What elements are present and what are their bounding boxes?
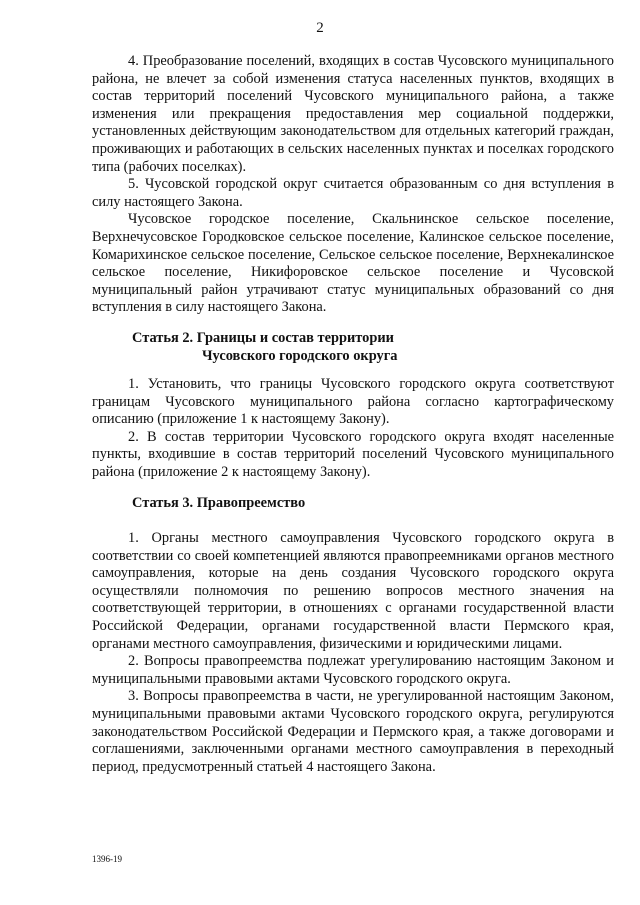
article-3-body — [92, 530, 614, 776]
article-3-heading-text: Статья 3. Правопреемство — [132, 495, 306, 511]
article-2-heading-line2: Чусовского городского округа — [202, 347, 398, 364]
paragraph-4: 4. Преобразование поселений, входящих в состав Чусовского муниципального района, не влечет за собой изменения статуса населенных пунктов, входящих в состав территорий поселений Чусовского муниципального района, а также изменения или прекращения предоставления мер социальной поддержки, установленных действующим законодательством для отдельных категорий граждан, проживающих и работающих в сельских населенных пунктах и поселках городского типа (рабочих поселках). — [92, 53, 614, 175]
article-2-paragraph-1: 1. Установить, что границы Чусовского городского округа соответствуют границам Чусовского муниципального района согласно картографическому описанию (приложение 1 к настоящему Закону). — [92, 376, 614, 428]
document-code: 1396-19 — [92, 854, 122, 864]
intro-section — [92, 53, 614, 317]
article-3-heading — [92, 495, 614, 513]
paragraph-settlements: Чусовское городское поселение, Скальнинское сельское поселение, Верхнечусовское Городковское сельское поселение, Калинское сельское поселение, Комарихинское сельское поселение, Сельское сельское поселение, Верхнекалинское сельское поселение, Никифоровское сельское поселение и Чусовской муниципальный район утрачивают статус муниципальных образований со дня вступления в силу настоящего Закона. — [92, 211, 614, 316]
article-2-paragraph-2: 2. В состав территории Чусовского городского округа входят населенные пункты, входившие в состав территорий поселений Чусовского муниципального района (приложение 2 к настоящему Закону). — [92, 428, 614, 480]
article-3-paragraph-1: 1. Органы местного самоуправления Чусовского городского округа в соответствии со своей компетенцией являются правопреемниками органов местного самоуправления, которые на день создания Чусовского городского округа осуществляли полномочия по решению вопросов местного значения на соответствующей территории, в отношениях с органами государственной власти Российской Федерации, органами государственной власти Пермского края, органами местного самоуправления, физическими и юридическими лицами. — [92, 530, 614, 652]
article-3-paragraph-2: 2. Вопросы правопреемства подлежат урегулированию настоящим Законом и муниципальными правовыми актами Чусовского городского округа. — [92, 653, 614, 687]
paragraph-5: 5. Чусовской городской округ считается образованным со дня вступления в силу настоящего Закона. — [92, 176, 614, 210]
article-2-body — [92, 376, 614, 482]
article-2-heading — [92, 330, 614, 365]
article-2-heading-line1: Статья 2. Границы и состав территории — [132, 330, 394, 346]
page-number: 2 — [316, 20, 324, 36]
article-3-paragraph-3: 3. Вопросы правопреемства в части, не урегулированной настоящим Законом, муниципальными правовыми актами Чусовского городского округа, регулируются законодательством Российской Федерации и Пермского края, а также договорами и соглашениями, заключенными органами местного самоуправления в переходный период, предусмотренный статьей 4 настоящего Закона. — [92, 688, 614, 775]
